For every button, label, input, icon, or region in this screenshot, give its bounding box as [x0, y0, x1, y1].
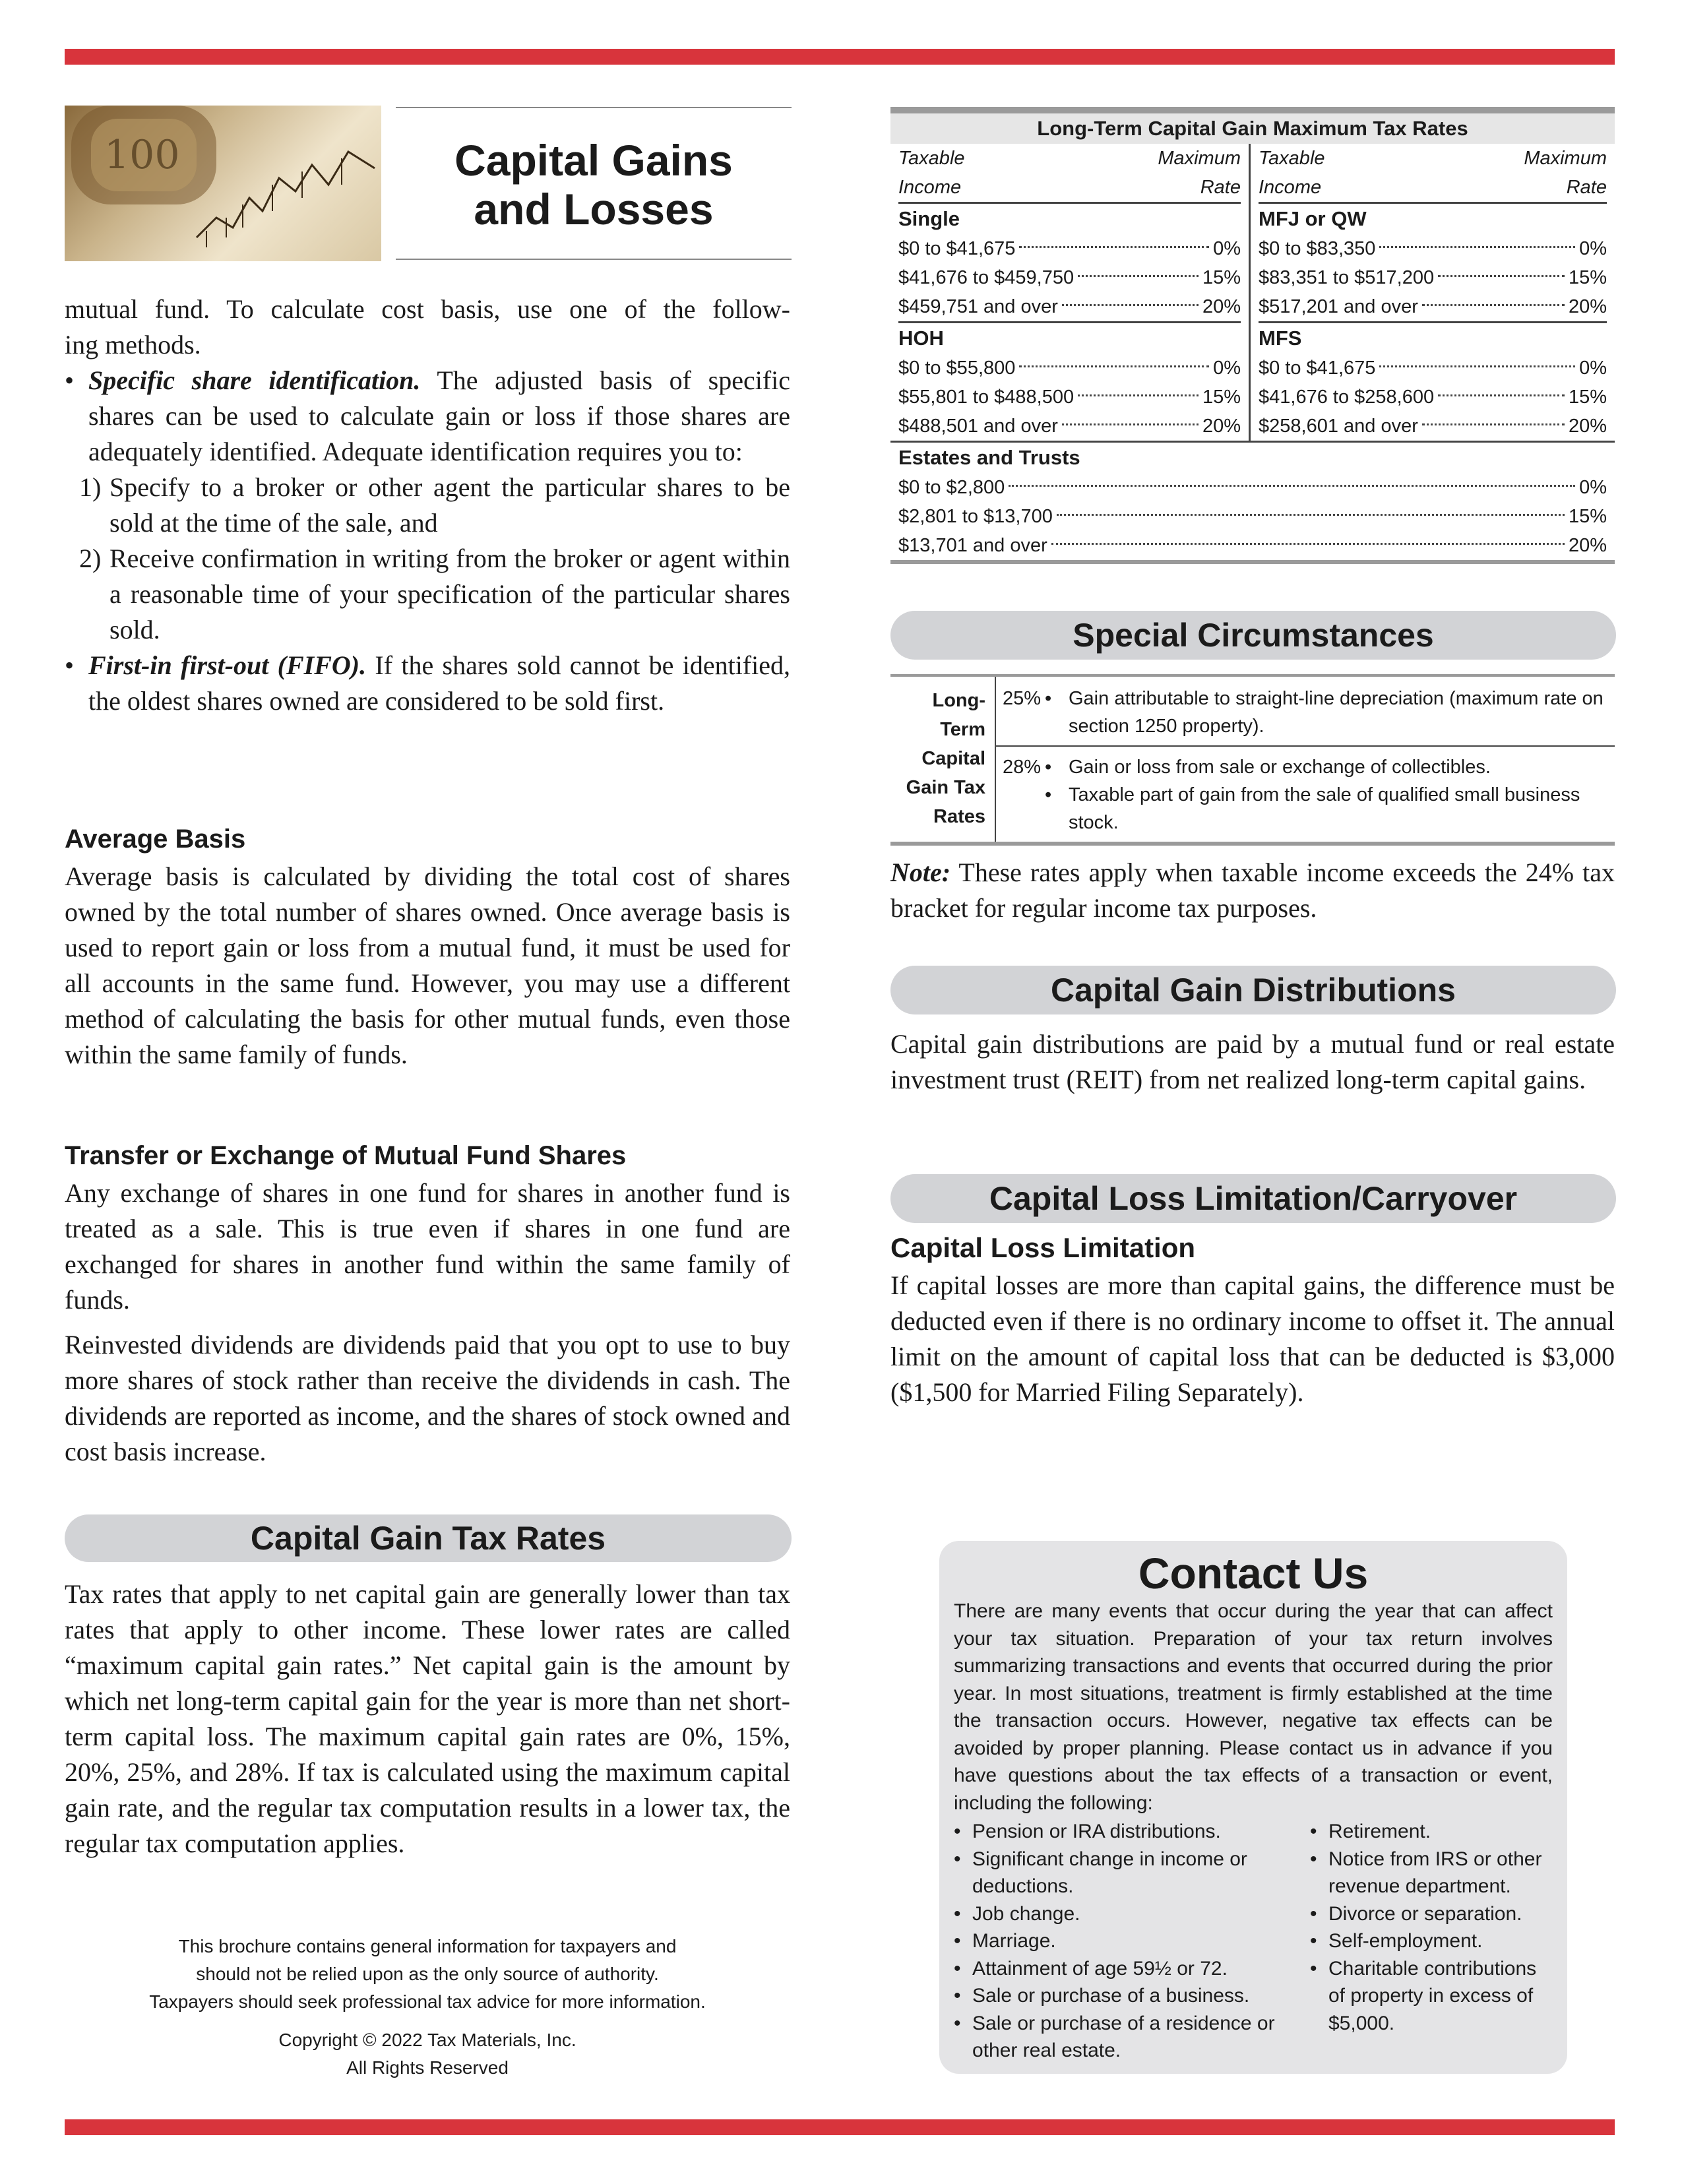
rate-row: [898, 292, 1241, 321]
top-accent-bar: [65, 49, 1615, 65]
side-label-line: Long-: [932, 690, 985, 711]
contact-list-right: [1310, 1818, 1553, 2065]
contact-list-item: • Notice from IRS or other revenue department.: [1310, 1846, 1553, 1900]
rate-bracket: $0 to $41,675: [898, 238, 1016, 259]
rate-row: [898, 412, 1241, 441]
special-note: [890, 855, 1615, 926]
contact-title: Contact Us: [1138, 1549, 1369, 1598]
col-head-rate: Maximum: [1158, 148, 1241, 169]
capital-loss-pill: Capital Loss Limitation/Carryover: [890, 1174, 1616, 1223]
rate-row: [898, 473, 1607, 502]
avg-basis-text: Average basis is calculated by dividing the total cost of shares owned by the total number of shares owned. Once average basis is used to report gain or loss from a mutual fund, it must be used for all accounts in the same fund. However, you may use a different method of calculating the basis for other mutual funds, even those within the same family of funds.: [65, 861, 790, 1069]
svg-text:100: 100: [104, 132, 180, 178]
note-text: These rates apply when taxable income exceeds the 24% tax bracket for regular income tax purposes.: [890, 858, 1615, 923]
contact-list-item: • Attainment of age 59½ or 72.: [954, 1955, 1310, 1983]
rates-table: [890, 107, 1615, 564]
filing-status-group: [1259, 204, 1607, 321]
rate-row: [1259, 292, 1607, 321]
dot-leader: [1422, 304, 1565, 306]
rate-row: [898, 383, 1241, 412]
rate-value: 0%: [1579, 477, 1607, 498]
filing-status-name: HOH: [898, 327, 944, 350]
col-head-income: Taxable: [1259, 148, 1325, 169]
bullet-specific-id-text: The adjusted basis of specific shares can be used to calculate gain or loss if those shares are adequately identified. Adequate identification requires you to:: [88, 365, 791, 466]
rate-row: [1259, 263, 1607, 292]
contact-list-item: • Pension or IRA distributions.: [954, 1818, 1310, 1846]
special-row-28: [996, 747, 1615, 842]
contact-list-item: • Self-employment.: [1310, 1927, 1553, 1955]
side-label-line: Rates: [933, 806, 985, 827]
estates-group: [890, 441, 1615, 560]
rate-value: 20%: [1568, 416, 1607, 437]
rate-value: 15%: [1568, 506, 1607, 527]
money-chart-photo: [65, 106, 381, 261]
rate-bracket: $0 to $83,350: [1259, 238, 1376, 259]
rate-value: 15%: [1202, 387, 1241, 408]
special-item: • Gain attributable to straight-line depreciation (maximum rate on section 1250 property).: [1045, 685, 1615, 740]
special-bottom-rule: [890, 842, 1615, 846]
contact-list-item: • Sale or purchase of a business.: [954, 1982, 1310, 2010]
rates-table-title: Long-Term Capital Gain Maximum Tax Rates: [890, 113, 1615, 144]
rate-value: 0%: [1579, 358, 1607, 379]
contact-list-item: • Marriage.: [954, 1927, 1310, 1955]
dot-leader: [1078, 275, 1199, 277]
special-item: • Taxable part of gain from the sale of qualified small business stock.: [1045, 781, 1615, 836]
dot-leader: [1051, 543, 1565, 545]
numbered-item-num: 1): [79, 472, 102, 502]
rate-value: 15%: [1568, 267, 1607, 288]
rate-bracket: $459,751 and over: [898, 296, 1058, 317]
rate-bracket: $83,351 to $517,200: [1259, 267, 1435, 288]
rate-value: 15%: [1568, 387, 1607, 408]
filing-status-group: [1259, 321, 1607, 441]
distributions-text: Capital gain distributions are paid by a mutual fund or real estate investment trust (REIT) from net realized long-term capital gains.: [890, 1029, 1615, 1094]
rate-value: 0%: [1579, 238, 1607, 259]
copyright-line: Copyright © 2022 Tax Materials, Inc.: [278, 2030, 576, 2050]
dot-leader: [1078, 394, 1199, 396]
filing-status-name: Estates and Trusts: [898, 446, 1080, 469]
rate-value: 0%: [1213, 238, 1241, 259]
transfer-heading: Transfer or Exchange of Mutual Fund Shares: [65, 1141, 627, 1170]
rate-row: [898, 354, 1241, 383]
side-label-line: Gain Tax: [906, 777, 985, 798]
filing-status-group: [898, 321, 1241, 441]
capital-loss-heading: Capital Loss Limitation: [890, 1232, 1196, 1263]
side-label-line: Term: [940, 719, 985, 740]
contact-list-item: • Job change.: [954, 1900, 1310, 1928]
dot-leader: [1019, 246, 1209, 248]
disclaimer-line: Taxpayers should seek professional tax advice for more information.: [149, 1991, 706, 2012]
rate-bracket: $2,801 to $13,700: [898, 506, 1053, 527]
rate-bracket: $41,676 to $459,750: [898, 267, 1075, 288]
col-head-rate: Rate: [1200, 177, 1241, 198]
col-head-rate: Maximum: [1524, 148, 1607, 169]
transfer-text: [65, 1175, 790, 1470]
rates-table-left-col: [890, 144, 1251, 441]
rate-bracket: $41,676 to $258,600: [1259, 387, 1435, 408]
bullet-fifo-text: If the shares sold cannot be identified, the oldest shares owned are considered to be sold first.: [88, 650, 790, 716]
bullet-fifo: [65, 648, 790, 719]
filing-status-group: [898, 443, 1607, 560]
special-side-label: [890, 677, 996, 842]
filing-status-name: MFS: [1259, 327, 1302, 350]
intro-line1: mutual fund. To calculate cost basis, use one of the follow-: [65, 294, 790, 324]
rate-value: 0%: [1213, 358, 1241, 379]
col-head-row: [898, 144, 1241, 173]
contact-list-item: • Significant change in income or deductions.: [954, 1846, 1310, 1900]
rate-value: 20%: [1568, 296, 1607, 317]
transfer-paragraph-2: Reinvested dividends are dividends paid that you opt to use to buy more shares of stock rather than receive the dividends in cash. The dividends are reported as income, and the shares of stock owned and cost basis increase.: [65, 1330, 790, 1466]
dot-leader: [1438, 275, 1565, 277]
col-head-rate: Rate: [1566, 177, 1607, 198]
rate-row: [1259, 354, 1607, 383]
numbered-item-text: Receive confirmation in writing from the broker or agent within a reasonable time of your specification of the particular shares sold.: [109, 544, 790, 644]
contact-list-item: • Charitable contributions of property in excess of $5,000.: [1310, 1955, 1553, 2038]
rates-table-right-col: [1251, 144, 1615, 441]
bullet-fifo-term: First-in first-out (FIFO).: [88, 650, 367, 680]
numbered-item: [65, 470, 790, 541]
col-head-row: [898, 173, 1241, 202]
dot-leader: [1379, 365, 1575, 367]
dot-leader: [1062, 304, 1199, 306]
special-row-25: [996, 677, 1615, 747]
copyright-line: All Rights Reserved: [346, 2057, 509, 2078]
rate-value: 20%: [1568, 535, 1607, 556]
dot-leader: [1379, 246, 1575, 248]
contact-text: There are many events that occur during the year that can affect your tax situation. Preparation of your tax return involves summarizing transactions and events that occurred during the prior year. In most situations, treatment is firmly established at the time the transaction occurs. However, negative tax effects can be avoided by proper planning. Please contact us in advance if you have questions about the tax effects of a transaction or event, including the following:: [954, 1600, 1553, 1814]
capital-gain-tax-rates-pill: Capital Gain Tax Rates: [65, 1514, 792, 1562]
rate-row: [1259, 383, 1607, 412]
intro-line2: ing methods.: [65, 330, 201, 359]
col-head-row: [1259, 144, 1607, 173]
side-label-line: Capital: [921, 748, 985, 769]
rate-value: 15%: [1202, 267, 1241, 288]
left-intro: [65, 292, 790, 719]
page-title-line1: Capital Gains: [454, 136, 733, 185]
capital-gain-tax-rates-text: Tax rates that apply to net capital gain are generally lower than tax rates that apply to other income. These lower rates are called “maximum capital gain rates.” Net capital gain is the amount by which net long-term capital gain for the year is more than net short-term capital loss. The maximum capital gain rates are 0%, 15%, 20%, 25%, and 28%. If tax is calculated using the maximum capital gain rate, and the regular tax computation results in a lower tax, the regular tax computation applies.: [65, 1579, 790, 1858]
col-head-income: Income: [898, 177, 962, 198]
numbered-item-num: 2): [79, 544, 102, 573]
col-head-row: [1259, 173, 1607, 202]
dot-leader: [1422, 423, 1565, 425]
rate-bracket: $0 to $55,800: [898, 358, 1016, 379]
filing-status-group: [898, 204, 1241, 321]
stock-chart-photo-icon: [65, 106, 381, 261]
numbered-item-text: Specify to a broker or other agent the particular shares to be sold at the time of the sale, and: [109, 472, 790, 538]
rate-value: 20%: [1202, 416, 1241, 437]
rate-row: [898, 502, 1607, 531]
rate-bracket: $55,801 to $488,500: [898, 387, 1075, 408]
rate-row: [898, 234, 1241, 263]
rate-bracket: $517,201 and over: [1259, 296, 1418, 317]
header-rule-bottom: [396, 259, 792, 260]
rate-bracket: $258,601 and over: [1259, 416, 1418, 437]
col-head-income: Income: [1259, 177, 1322, 198]
rate-value: 20%: [1202, 296, 1241, 317]
special-item: • Gain or loss from sale or exchange of collectibles.: [1045, 753, 1615, 781]
rate-bracket: $13,701 and over: [898, 535, 1047, 556]
transfer-paragraph-1: Any exchange of shares in one fund for shares in another fund is treated as a sale. This is true even if shares in one fund are exchanged for shares in another fund within the same family of funds.: [65, 1178, 790, 1315]
contact-list-item: • Retirement.: [1310, 1818, 1553, 1846]
rate-row: [1259, 234, 1607, 263]
disclaimer-line: should not be relied upon as the only source of authority.: [196, 1964, 659, 1984]
rate-bracket: $0 to $2,800: [898, 477, 1005, 498]
disclaimer: [65, 1933, 790, 2082]
page-title-line2: and Losses: [474, 185, 714, 234]
rates-table-bottom-rule: [890, 560, 1615, 564]
special-rate: 25%: [1003, 688, 1042, 709]
avg-basis-heading: Average Basis: [65, 825, 246, 854]
special-rate: 28%: [1003, 757, 1042, 778]
rate-bracket: $488,501 and over: [898, 416, 1058, 437]
dot-leader: [1057, 514, 1565, 516]
rate-row: [898, 263, 1241, 292]
dot-leader: [1062, 423, 1199, 425]
special-table: [890, 674, 1615, 846]
dot-leader: [1009, 485, 1575, 487]
rate-row: [898, 531, 1607, 560]
capital-loss-text: If capital losses are more than capital gains, the difference must be deducted even if there is no ordinary income to offset it. The annual limit on the amount of capital loss that can be deducted is $3,000 ($1,500 for Married Filing Separately).: [890, 1270, 1615, 1407]
filing-status-name: Single: [898, 207, 960, 230]
dot-leader: [1438, 394, 1565, 396]
disclaimer-line: This brochure contains general information for taxpayers and: [178, 1936, 677, 1956]
contact-list-item: • Divorce or separation.: [1310, 1900, 1553, 1928]
rate-row: [1259, 412, 1607, 441]
contact-list-left: [954, 1818, 1310, 2065]
page-title: [396, 136, 792, 234]
dot-leader: [1019, 365, 1209, 367]
header-rule-top: [396, 107, 792, 108]
bullet-specific-id: [65, 363, 790, 470]
bottom-accent-bar: [65, 2119, 1615, 2135]
contact-list-item: • Sale or purchase of a residence or other real estate.: [954, 2010, 1310, 2065]
capital-gain-distributions-pill: Capital Gain Distributions: [890, 966, 1616, 1014]
rates-table-upper: [890, 144, 1615, 441]
contact-box: [939, 1541, 1567, 2074]
numbered-item: [65, 541, 790, 648]
rates-table-top-rule: [890, 107, 1615, 113]
col-head-income: Taxable: [898, 148, 965, 169]
bullet-specific-id-term: Specific share identification.: [88, 365, 421, 395]
filing-status-name: MFJ or QW: [1259, 207, 1367, 230]
rate-bracket: $0 to $41,675: [1259, 358, 1376, 379]
note-label: Note:: [890, 858, 951, 887]
special-circumstances-pill: Special Circumstances: [890, 611, 1616, 660]
